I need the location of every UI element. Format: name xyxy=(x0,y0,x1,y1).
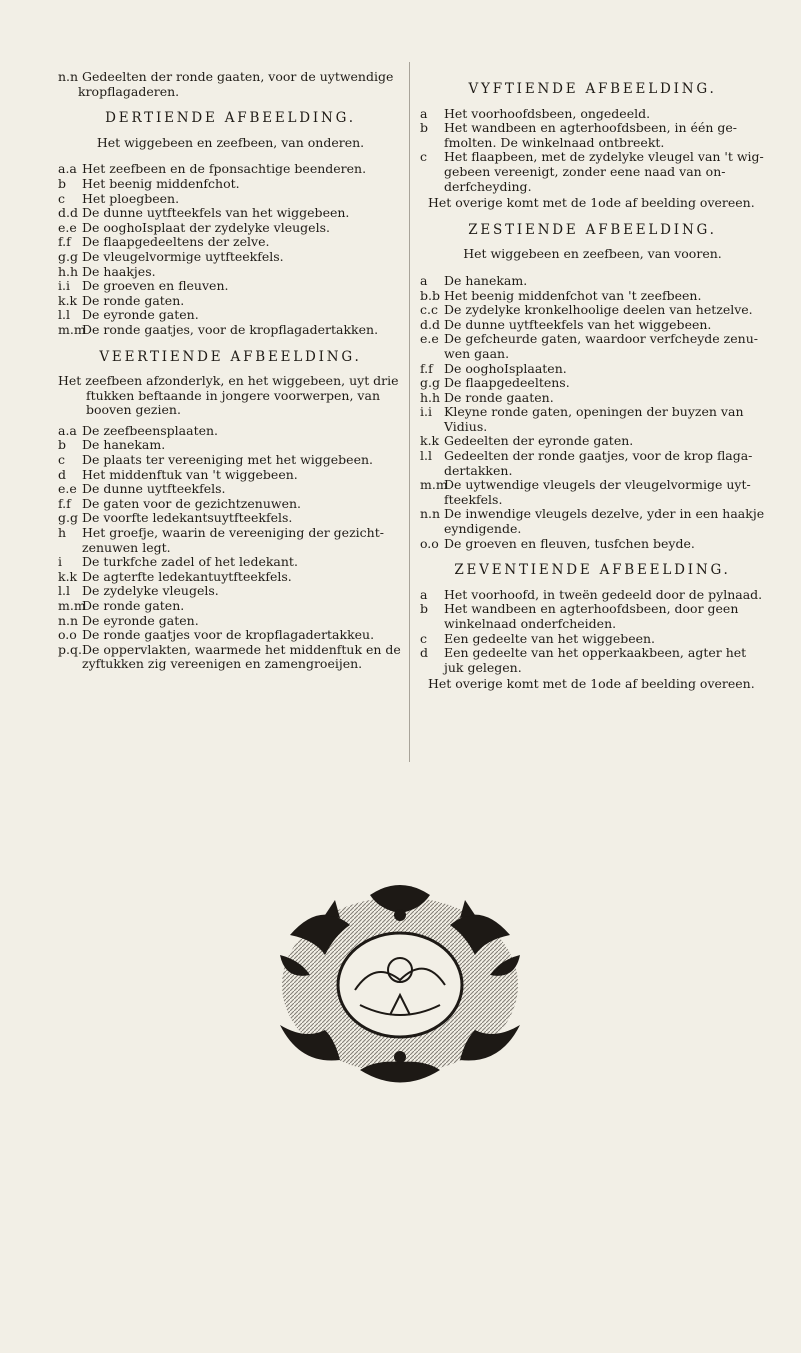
legend-label: a xyxy=(420,272,428,288)
legend-label: l.l xyxy=(58,307,70,323)
legend-text: De inwendige vleugels dezelve, yder in een haakje eyndigende. xyxy=(444,506,765,537)
legend-label: d xyxy=(420,645,429,661)
legend-label: n.n xyxy=(58,612,79,628)
legend-list xyxy=(58,424,403,672)
legend-item xyxy=(58,511,403,526)
legend-text: Het voorhoofd, in tweën gedeeld door de pylnaad. xyxy=(444,586,763,602)
legend-text: De flaapgedeeltens der zelve. xyxy=(82,234,270,250)
legend-item xyxy=(58,468,403,483)
section-intro: Het zeefbeen afzonderlyk, en het wiggebeen, uyt drie ftukken beftaande in jongere voorwerpen, van booven gezien. xyxy=(58,373,399,418)
legend-label: d xyxy=(58,466,67,482)
legend-text: De groeven en fleuven. xyxy=(82,278,229,294)
legend-item xyxy=(58,235,403,250)
legend-label: o.o xyxy=(420,535,439,551)
legend-item xyxy=(58,162,403,177)
legend-item xyxy=(58,628,403,643)
legend-text: De zydelyke kronkelhoolige deelen van hetzelve. xyxy=(444,302,753,318)
legend-text: De eyronde gaten. xyxy=(82,612,199,628)
legend-text: Gedeelten der ronde gaatjes, voor de krop flaga-dertakken. xyxy=(444,448,753,478)
legend-label: b xyxy=(58,175,67,191)
legend-text: De haakjes. xyxy=(82,263,156,279)
right-column xyxy=(420,70,765,692)
legend-text: Kleyne ronde gaten, openingen der buyzen van Vidius. xyxy=(444,404,744,434)
legend-text: De uytwendige vleugels der vleugelvormige uyt-fteekfels. xyxy=(444,477,751,507)
legend-item xyxy=(420,376,765,391)
legend-list xyxy=(420,588,765,676)
legend-item xyxy=(420,303,765,318)
legend-text: De ronde gaten. xyxy=(82,598,185,613)
legend-text: De ronde gaten. xyxy=(82,292,185,308)
legend-label: c xyxy=(420,630,428,646)
legend-item xyxy=(58,482,403,497)
legend-item xyxy=(58,192,403,207)
legend-text: Het wandbeen en agterhoofdsbeen, in één ge-fmolten. De winkelnaad ontbreekt. xyxy=(444,120,737,150)
legend-label: b xyxy=(420,601,429,617)
legend-item xyxy=(58,279,403,294)
section-heading: VEERTIENDE AFBEELDING. xyxy=(99,348,362,365)
section-subtitle: Het wiggebeen en zeefbeen, van onderen. xyxy=(96,134,365,150)
legend-item xyxy=(58,570,403,585)
legend-item xyxy=(420,405,765,434)
section-subtitle: Het wiggebeen en zeefbeen, van vooren. xyxy=(463,246,722,262)
legend-text: De groeven en fleuven, tusfchen beyde. xyxy=(444,535,695,551)
legend-item xyxy=(58,294,403,309)
legend-item xyxy=(420,289,765,304)
legend-text: De gefcheurde gaten, waardoor verfcheyde zenu-wen gaan. xyxy=(444,331,758,361)
legend-label: a xyxy=(420,105,428,121)
left-column xyxy=(58,70,403,672)
legend-item xyxy=(420,632,765,647)
legend-label: c xyxy=(58,452,66,468)
legend-item xyxy=(420,107,765,122)
legend-text: De zydelyke vleugels. xyxy=(82,583,219,599)
legend-text: De plaats ter vereeniging met het wiggebeen. xyxy=(82,452,373,468)
legend-text: De vleugelvormige uytfteekfels. xyxy=(82,248,284,264)
legend-text: Het wandbeen en agterhoofdsbeen, door geen winkelnaad onderfcheiden. xyxy=(444,601,739,631)
legend-item xyxy=(420,478,765,507)
legend-text: Een gedeelte van het opperkaakbeen, agter het juk gelegen. xyxy=(444,645,747,675)
legend-text: De oppervlakten, waarmede het middenftuk en de zyftukken zig vereenigen en zamengroeijen. xyxy=(82,641,401,672)
legend-text: Het middenftuk van 't wiggebeen. xyxy=(82,466,298,482)
legend-label: m.m xyxy=(58,321,86,337)
legend-text: De ronde gaatjes voor de kropflagadertakkeu. xyxy=(82,627,375,643)
legend-text: De agterfte ledekantuytfteekfels. xyxy=(82,568,292,584)
legend-text: Het ploegbeen. xyxy=(82,190,180,206)
legend-text: Gedeelten der eyronde gaten. xyxy=(444,433,634,449)
legend-item xyxy=(420,332,765,361)
legend-text: De ooghoIsplaaten. xyxy=(444,360,567,376)
legend-label: m.m xyxy=(58,598,86,613)
legend-text: De voorfte ledekantsuytfteekfels. xyxy=(82,510,293,526)
legend-label: p.q. xyxy=(58,641,82,657)
legend-text: De ronde gaatjes, voor de kropflagadertakken. xyxy=(82,321,379,337)
section-note: Het overige komt met de 1ode af beelding overeen. xyxy=(428,195,755,211)
legend-label: k.k xyxy=(58,292,78,308)
legend-text: Het voorhoofdsbeen, ongedeeld. xyxy=(444,105,651,121)
legend-item xyxy=(420,274,765,289)
legend-item xyxy=(420,391,765,406)
legend-text: De hanekam. xyxy=(82,437,166,453)
legend-text: De dunne uytfteekfels van het wiggebeen. xyxy=(82,205,350,221)
legend-label: i.i xyxy=(58,278,70,294)
legend-label: b xyxy=(420,120,429,136)
legend-text: Het zeefbeen en de fponsachtige beenderen. xyxy=(82,161,367,177)
legend-label: m.m xyxy=(420,477,448,493)
legend-label: g.g xyxy=(58,510,78,526)
legend-text: De flaapgedeeltens. xyxy=(444,375,570,391)
section-note: Het overige komt met de 1ode af beelding overeen. xyxy=(428,676,755,692)
legend-label: b xyxy=(58,437,67,453)
legend-text: De turkfche zadel of het ledekant. xyxy=(82,554,298,570)
section-heading: ZESTIENDE AFBEELDING. xyxy=(468,221,717,238)
legend-item xyxy=(58,614,403,629)
legend-item xyxy=(420,362,765,377)
legend-text: De ronde gaaten. xyxy=(444,389,554,405)
section-heading: ZEVENTIENDE AFBEELDING. xyxy=(454,562,731,579)
legend-label: i.i xyxy=(420,404,432,420)
legend-text: Het groefje, waarin de vereeniging der gezicht-zenuwen legt. xyxy=(82,525,384,555)
legend-text: De dunne uytfteekfels van het wiggebeen. xyxy=(444,316,712,332)
legend-item xyxy=(58,177,403,192)
legend-text: Het beenig middenfchot van 't zeefbeen. xyxy=(444,287,702,303)
legend-item xyxy=(420,602,765,631)
legend-item xyxy=(58,555,403,570)
legend-item xyxy=(58,584,403,599)
legend-item xyxy=(420,318,765,333)
legend-item xyxy=(58,206,403,221)
legend-label: a xyxy=(420,586,428,602)
legend-label: n.n xyxy=(420,506,441,522)
legend-label: h.h xyxy=(58,263,79,279)
legend-text: De zeefbeensplaaten. xyxy=(82,422,219,438)
legend-label: c.c xyxy=(420,302,438,318)
legend-label: k.k xyxy=(58,568,78,584)
legend-item xyxy=(420,449,765,478)
legend-label: h xyxy=(58,525,67,541)
legend-label: g.g xyxy=(420,375,440,391)
legend-item xyxy=(58,265,403,280)
legend-label: a.a xyxy=(58,422,77,438)
legend-text: De hanekam. xyxy=(444,272,528,288)
legend-item xyxy=(420,507,765,536)
legend-item xyxy=(58,453,403,468)
column-divider xyxy=(409,62,410,762)
legend-label: o.o xyxy=(58,627,77,643)
section-heading: DERTIENDE AFBEELDING. xyxy=(105,110,356,127)
printers-ornament-icon xyxy=(250,875,550,1100)
legend-item xyxy=(58,221,403,236)
legend-item xyxy=(420,588,765,603)
legend-label: f.f xyxy=(58,234,71,250)
legend-item xyxy=(58,308,403,323)
legend-item xyxy=(58,497,403,512)
legend-label: l.l xyxy=(58,583,70,599)
legend-item xyxy=(420,150,765,194)
legend-label: e.e xyxy=(58,219,77,235)
legend-item xyxy=(58,599,403,614)
legend-label: e.e xyxy=(58,481,77,497)
legend-item xyxy=(58,438,403,453)
legend-item xyxy=(420,646,765,675)
legend-item xyxy=(58,323,403,338)
legend-item xyxy=(58,643,403,672)
legend-item xyxy=(420,537,765,552)
legend-text: De gaten voor de gezichtzenuwen. xyxy=(82,495,301,511)
legend-text: Het flaapbeen, met de zydelyke vleugel van 't wig-gebeen vereenigt, zonder eene naad van on-derfcheyding. xyxy=(444,149,764,194)
legend-label: d.d xyxy=(420,316,440,332)
legend-text: De eyronde gaten. xyxy=(82,307,199,323)
legend-item xyxy=(420,434,765,449)
legend-label: c xyxy=(58,190,66,206)
legend-label: c xyxy=(420,149,428,165)
legend-label: k.k xyxy=(420,433,440,449)
legend-list xyxy=(420,107,765,195)
legend-list xyxy=(58,162,403,337)
legend-label: f.f xyxy=(420,360,433,376)
legend-label: f.f xyxy=(58,495,71,511)
legend-label: g.g xyxy=(58,248,78,264)
legend-item xyxy=(58,250,403,265)
legend-list xyxy=(420,274,765,551)
legend-label: b.b xyxy=(420,287,440,303)
section-heading: VYFTIENDE AFBEELDING. xyxy=(468,81,717,97)
legend-label: e.e xyxy=(420,331,439,347)
legend-item xyxy=(420,121,765,150)
legend-text: Het beenig middenfchot. xyxy=(82,175,240,191)
legend-text: Een gedeelte van het wiggebeen. xyxy=(444,630,656,646)
legend-item xyxy=(58,424,403,439)
legend-label: i xyxy=(58,554,62,570)
legend-item xyxy=(58,526,403,555)
legend-label: d.d xyxy=(58,205,78,221)
legend-text: De ooghoIsplaat der zydelyke vleugels. xyxy=(82,219,330,235)
legend-label: a.a xyxy=(58,161,77,177)
legend-text: De dunne uytfteekfels. xyxy=(82,481,226,497)
legend-label: h.h xyxy=(420,389,441,405)
legend-label: l.l xyxy=(420,448,432,464)
lead-text: n.n Gedeelten der ronde gaaten, voor de uytwendige kropflagaderen. xyxy=(58,69,394,99)
